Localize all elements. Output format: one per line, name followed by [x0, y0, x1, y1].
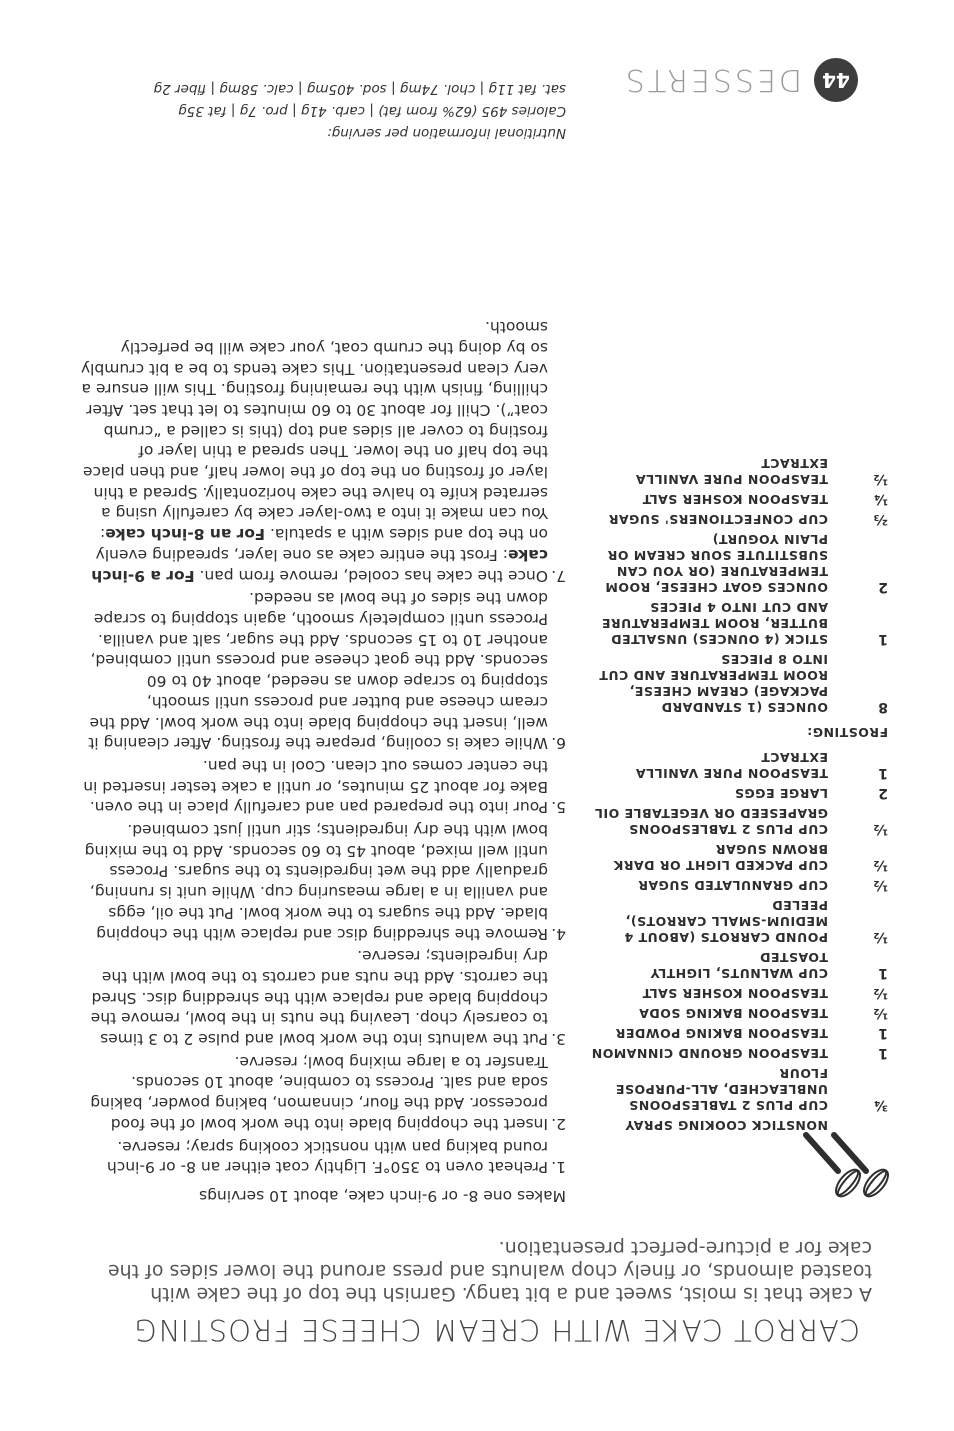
ingredient-qty: 1 — [878, 965, 888, 981]
ingredient-qty: ½ — [873, 471, 888, 487]
recipe-title: CARROT CAKE WITH CREAM CHEESE FROSTING — [133, 1313, 860, 1347]
step-item — [80, 946, 566, 1050]
ingredient-qty: 2 — [878, 785, 888, 801]
ingredient-text: CUP PLUS 2 TABLESPOONS UNBLEACHED, ALL-PURPOSE FLOUR — [615, 1066, 828, 1113]
ingredient-item — [584, 949, 894, 981]
step-number: 2. — [551, 1114, 566, 1133]
ingredient-text: TEASPOON KOSHER SALT — [642, 986, 828, 1001]
step-text — [80, 316, 548, 585]
ingredient-item — [584, 805, 894, 837]
page-number-badge: 44 — [814, 58, 858, 102]
step-number: 5. — [551, 798, 566, 817]
ingredient-qty: ½ — [873, 1005, 888, 1021]
ingredient-text: NONSTICK COOKING SPRAY — [624, 1118, 828, 1133]
nutrition-info — [86, 78, 566, 144]
step7-9inch-label: For a 9-inch cake — [91, 545, 548, 585]
nutrition-line-1: Calories 495 (62% from fat) | carb. 41g | pro. 7g | fat 35g — [178, 103, 566, 119]
frosting-item — [584, 455, 894, 487]
ingredient-item — [584, 1005, 894, 1021]
frosting-heading: FROSTING: — [806, 725, 888, 740]
ingredient-qty: 1 — [878, 1025, 888, 1041]
ingredient-qty: ½ — [873, 929, 888, 945]
step7-text-e: : You can make it into a two-layer cake by carefully using a serrated knife to halve the cake horizontally. Spread a thin layer of frosting on the top of the lower half, and then place the top half on the lower. Then spread a thin layer of frosting to cover all sides and top (this is called a “crumb coat”). Chill for about 30 to 60 minutes to let that set. After chilling, finish with the remaining frosting. This will ensure a very clean presentation. This cake tends to be a bit crumbly so by doing the crumb coat, your cake will be perfectly smooth. — [80, 318, 548, 544]
ingredient-text: POUND CARROTS (ABOUT 4 MEDIUM-SMALL CARROTS), PEELED — [624, 898, 828, 945]
ingredient-item — [584, 1025, 894, 1041]
ingredient-text: TEASPOON KOSHER SALT — [642, 492, 828, 507]
ingredient-text: TEASPOON BAKING SODA — [638, 1006, 828, 1021]
ingredient-text: TEASPOON GROUND CINNAMON — [591, 1046, 828, 1061]
ingredient-item — [584, 1117, 894, 1133]
step-text: Put the walnuts into the work bowl and pulse 2 to 3 times to coarsely chop. Leaving the nuts in the bowl, remove the chopping blade and replace with the shredding disc. Shred the carrots. Add the nuts and carrots to the bowl with the dry ingredients; reserve. — [90, 947, 548, 1049]
ingredient-text: OUNCES (1 STANDARD PACKAGE) CREAM CHEESE, ROOM TEMPERATURE AND CUT INTO 8 PIECES — [598, 652, 828, 715]
step-item — [80, 588, 566, 754]
ingredient-qty: ½ — [873, 877, 888, 893]
ingredient-qty: ½ — [873, 857, 888, 873]
ingredient-text: CUP CONFECTIONERS' SUGAR — [608, 512, 828, 527]
step7-text-c: : Frost the entire cake as one layer, spreading evenly on the top and sides with a spatula. — [95, 525, 548, 564]
ingredient-qty: 2 — [878, 579, 888, 595]
ingredient-qty: 1 — [878, 1045, 888, 1061]
ingredient-text: TEASPOON PURE VANILLA EXTRACT — [635, 456, 828, 487]
recipe-intro: A cake that is moist, sweet and a bit tangy. Garnish the top of the cake with toasted almonds, or finely chop walnuts and press around the lower sides of the cake for a picture-perfect presentation. — [107, 1237, 872, 1305]
ingredient-text: CUP GRANULATED SUGAR — [637, 878, 828, 893]
ingredient-qty: 8 — [878, 699, 888, 715]
ingredient-text: LARGE EGGS — [734, 786, 828, 801]
frosting-item — [584, 491, 894, 507]
step-number: 6. — [551, 734, 566, 753]
ingredient-qty: ⅔ — [873, 511, 888, 527]
ingredient-item — [584, 897, 894, 945]
frosting-item — [584, 511, 894, 527]
section-name: DESSERTS — [622, 62, 802, 98]
ingredient-item — [584, 1045, 894, 1061]
ingredient-item — [584, 985, 894, 1001]
step7-text-a: Once the cake has cooled, remove from pan. — [194, 566, 548, 585]
ingredient-qty: ½ — [873, 821, 888, 837]
step-text: Remove the shredding disc and replace with the chopping blade. Add the sugars to the work bowl. Put the oil, eggs and vanilla in a large measuring cup. While unit is running, gradually add the wet ingredients to the sugars. Process until well mixed, about 45 to 60 seconds. Add to the mixing bowl with the dry ingredients; stir until just combined. — [84, 821, 548, 943]
ingredient-item — [584, 1065, 894, 1113]
frosting-item — [584, 531, 894, 595]
ingredient-qty: ½ — [873, 985, 888, 1001]
step-text: Insert the chopping blade into the work bowl of the food processor. Add the flour, cinnamon, baking powder, baking soda and salt. Process to combine, about 10 seconds. Transfer to a large mixing bowl; reserve. — [90, 1052, 548, 1133]
step-item — [80, 819, 566, 943]
ingredient-item — [584, 749, 894, 781]
ingredient-text: CUP PLUS 2 TABLESPOONS GRAPESEED OR VEGETABLE OIL — [594, 806, 828, 837]
ingredient-text: TEASPOON BAKING POWDER — [615, 1026, 828, 1041]
step7-8inch-label: For an 8-inch cake — [105, 525, 266, 544]
step-item — [80, 1136, 566, 1177]
step-item — [80, 755, 566, 817]
method-steps — [80, 314, 566, 1206]
frosting-item — [584, 651, 894, 715]
step-number: 7. — [551, 566, 566, 585]
ingredient-text: TEASPOON PURE VANILLA EXTRACT — [635, 750, 828, 781]
step-text: Pour into the prepared pan and carefully place in the oven. Bake for about 25 minutes, or until a cake tester inserted in the center comes out clean. Cool in the pan. — [83, 756, 548, 817]
ingredient-item — [584, 785, 894, 801]
step-item — [80, 316, 566, 585]
ingredient-qty: 1 — [878, 631, 888, 647]
page-footer — [618, 55, 858, 105]
whisk-icon — [794, 1123, 894, 1203]
ingredient-item — [584, 877, 894, 893]
ingredient-text: CUP WALNUTS, LIGHTLY TOASTED — [650, 950, 828, 981]
frosting-item — [584, 599, 894, 647]
ingredient-text: OUNCES GOAT CHEESE, ROOM TEMPERATURE (OR YOU CAN SUBSTITUTE SOUR CREAM OR PLAIN YOGURT) — [604, 532, 828, 595]
ingredient-qty: 1 — [878, 765, 888, 781]
step-number: 3. — [551, 1030, 566, 1049]
step-item — [80, 1051, 566, 1134]
ingredient-qty: ¼ — [873, 491, 888, 507]
ingredient-item — [584, 841, 894, 873]
nutrition-line-2: sat. fat 11g | chol. 74mg | sod. 405mg | calc. 58mg | fiber 2g — [153, 81, 566, 97]
step-number: 4. — [551, 924, 566, 943]
ingredient-qty: ¾ — [873, 1097, 888, 1113]
recipe-yield: Makes one 8- or 9-inch cake, about 10 servings — [199, 1187, 566, 1205]
step-text: Preheat oven to 350°F. Lightly coat either an 8- or 9-inch round baking pan with nonstick cooking spray; reserve. — [106, 1137, 548, 1177]
step-number: 1. — [551, 1158, 566, 1177]
ingredient-text: CUP PACKED LIGHT OR DARK BROWN SUGAR — [613, 842, 828, 873]
step-text: While cake is cooling, prepare the frosting. After cleaning it well, insert the chopping blade into the work bowl. Add the cream cheese and butter and process until smooth, stopping to scrape down as needed, about 40 to 60 seconds. Add the goat cheese and process until combined, another 10 to 15 seconds. Add the sugar, salt and vanilla. Process until completely smooth, again stopping to scrape down the sides of the bowl as needed. — [88, 589, 548, 753]
ingredient-list — [584, 451, 894, 1133]
ingredient-text: STICK (4 OUNCES) UNSALTED BUTTER, ROOM TEMPERATURE AND CUT INTO 4 PIECES — [601, 600, 828, 647]
nutrition-label: Nutritional information per serving: — [327, 125, 566, 141]
